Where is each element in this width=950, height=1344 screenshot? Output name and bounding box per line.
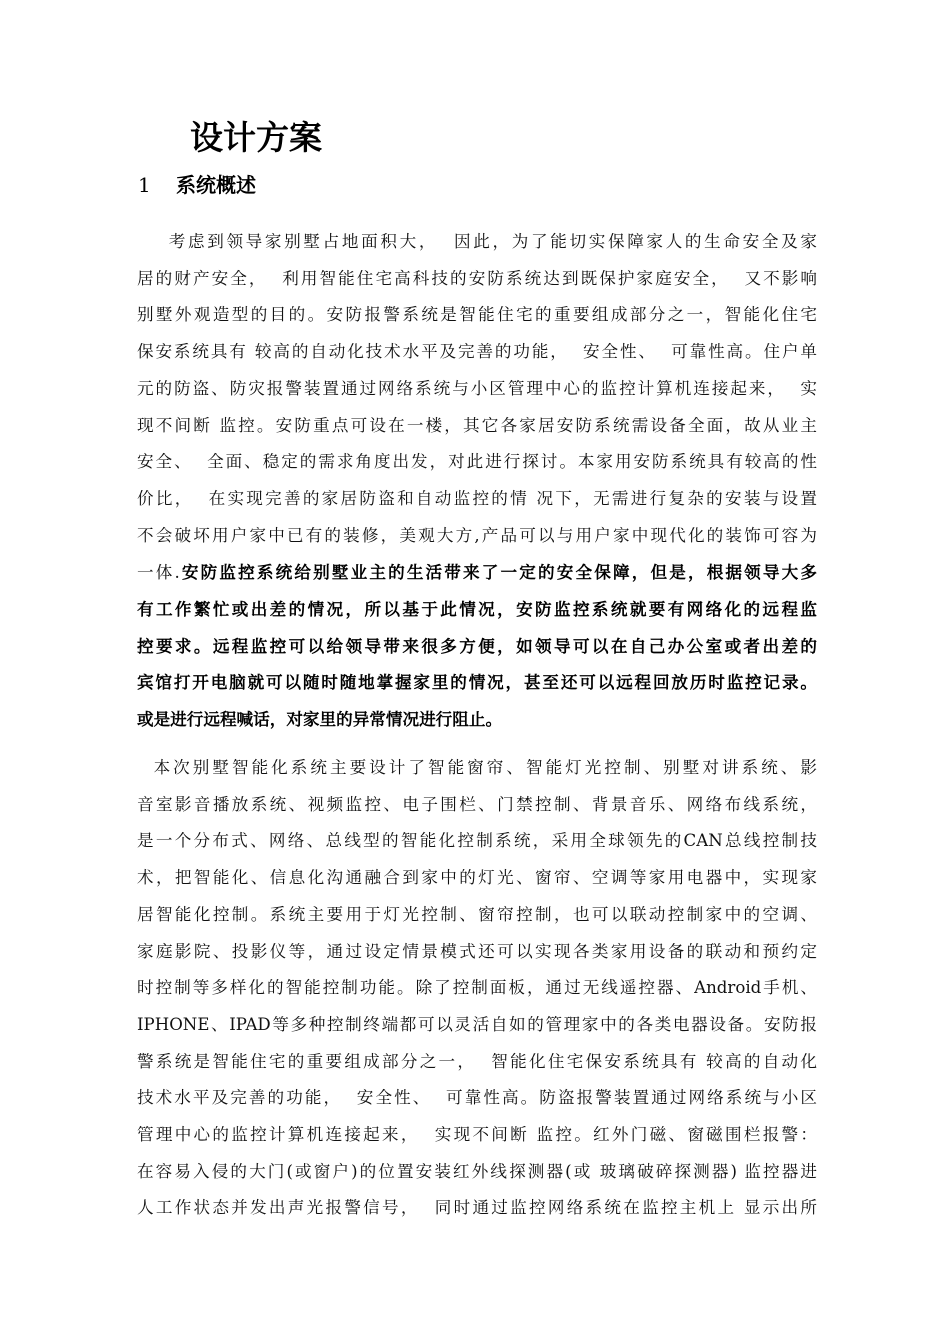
text-line: 管理中心的监控计算机连接起来， 实现不间断 监控。红外门磁、窗磁围栏报警： [137, 1125, 817, 1144]
text-line: 家庭影院、投影仪等，通过设定情景模式还可以实现各类家用设备的联动和预约定 [137, 941, 817, 961]
text-line: 音室影音播放系统、视频监控、电子围栏、门禁控制、背景音乐、网络布线系统， [137, 794, 817, 814]
text-line [137, 559, 817, 585]
text-line: 居智能化控制。系统主要用于灯光控制、窗帘控制，也可以联动控制家中的空调、 [137, 904, 817, 924]
section-title: 系统概述 [176, 173, 256, 197]
text-line: 技术水平及完善的功能， 安全性、 可靠性高。防盗报警装置通过网络系统与小区 [137, 1088, 817, 1108]
section-number: 1 [138, 173, 151, 197]
document-title: 设计方案 [190, 118, 322, 157]
text-line: 术，把智能化、信息化沟通融合到家中的灯光、窗帘、空调等家用电器中，实现家 [137, 868, 817, 888]
text-line: 宾馆打开电脑就可以随时随地掌握家里的情况，甚至还可以远程回放历时监控记录。 [137, 672, 817, 693]
text-line: 警系统是智能住宅的重要组成部分之一， 智能化住宅保安系统具有 较高的自动化 [137, 1051, 817, 1071]
text-line: 在容易入侵的大门(或窗户)的位置安装红外线探测器(或 玻璃破碎探测器) 监控器进 [137, 1161, 817, 1181]
text-line: 安全、 全面、稳定的需求角度出发，对此进行探讨。本家用安防系统具有较高的性 [137, 452, 817, 472]
text-line: 或是进行远程喊话，对家里的异常情况进行阻止。 [137, 709, 503, 730]
text-line: 价比， 在实现完善的家居防盗和自动监控的情 况下，无需进行复杂的安装与设置 [137, 488, 817, 508]
text-line: 本次别墅智能化系统主要设计了智能窗帘、智能灯光控制、别墅对讲系统、影 [137, 758, 817, 777]
bold-text-segment: 安防监控系统给别墅业主的生活带来了一定的安全保障，但是，根据领导大多 [179, 562, 817, 583]
text-line: 是一个分布式、网络、总线型的智能化控制系统，采用全球领先的CAN总线控制技 [137, 831, 817, 851]
text-line: 人工作状态并发出声光报警信号， 同时通过监控网络系统在监控主机上 显示出所 [137, 1198, 817, 1218]
text-line: 居的财产安全， 利用智能住宅高科技的安防系统达到既保护家庭安全， 又不影响 [137, 268, 817, 288]
text-line: 时控制等多样化的智能控制功能。除了控制面板，通过无线遥控器、Android手机、 [137, 978, 817, 998]
text-line: 现不间断 监控。安防重点可设在一楼，其它各家居安防系统需设备全面，故从业主 [137, 415, 817, 435]
text-line: 考虑到领导家别墅占地面积大， 因此，为了能切实保障家人的生命安全及家 [137, 232, 817, 251]
text-line: 不会破坏用户家中已有的装修，美观大方,产品可以与用户家中现代化的装饰可容为 [137, 525, 817, 545]
text-segment: 一体. [137, 563, 180, 583]
text-line: IPHONE、IPAD等多种控制终端都可以灵活自如的管理家中的各类电器设备。安防报 [137, 1014, 817, 1034]
section-heading [138, 169, 256, 198]
text-line: 保安系统具有 较高的自动化技术水平及完善的功能， 安全性、 可靠性高。住户单 [137, 342, 817, 362]
text-line: 别墅外观造型的目的。安防报警系统是智能住宅的重要组成部分之一，智能化住宅 [137, 305, 817, 325]
text-line: 元的防盗、防灾报警装置通过网络系统与小区管理中心的监控计算机连接起来， 实 [137, 378, 817, 398]
text-line: 有工作繁忙或出差的情况，所以基于此情况，安防监控系统就要有网络化的远程监 [137, 599, 817, 619]
text-line: 控要求。远程监控可以给领导带来很多方便，如领导可以在自己办公室或者出差的 [137, 635, 817, 656]
